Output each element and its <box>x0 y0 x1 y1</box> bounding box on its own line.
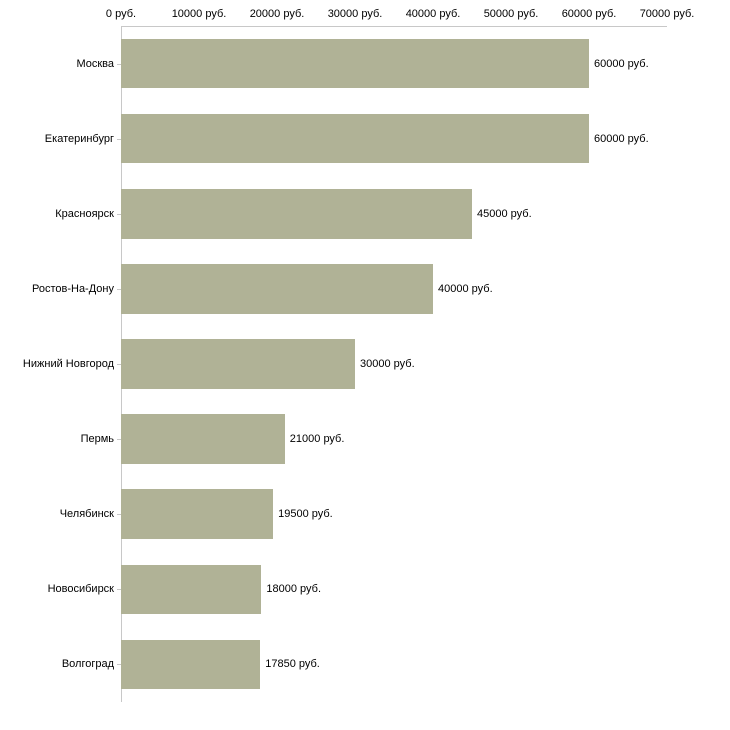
category-tick <box>117 214 121 215</box>
bar-value-label: 60000 руб. <box>594 132 649 145</box>
chart-row <box>55 189 667 239</box>
plot-area <box>22 26 667 702</box>
x-axis-tick-label: 30000 руб. <box>327 8 383 20</box>
bar[interactable] <box>121 414 285 464</box>
x-axis-tick-label: 0 руб. <box>105 8 137 20</box>
bar[interactable] <box>121 339 355 389</box>
chart-row <box>76 39 667 89</box>
category-label: Челябинск <box>59 508 114 521</box>
bar-value-label: 19500 руб. <box>278 508 333 521</box>
bar-value-label: 21000 руб. <box>289 433 345 446</box>
chart-row <box>61 640 667 690</box>
bar-value-label: 40000 руб. <box>438 282 493 295</box>
chart-row <box>59 489 667 539</box>
category-tick <box>117 364 121 365</box>
x-axis-tick-label: 60000 руб. <box>561 8 617 20</box>
chart-row <box>22 339 667 389</box>
category-tick <box>117 289 121 290</box>
bar[interactable] <box>121 640 260 690</box>
category-label: Москва <box>76 57 114 70</box>
chart-row <box>44 114 667 164</box>
bar[interactable] <box>121 489 273 539</box>
x-axis-tick-label: 40000 руб. <box>405 8 461 20</box>
category-label: Красноярск <box>55 207 114 220</box>
x-axis-tick-label: 10000 руб. <box>171 8 227 20</box>
bar[interactable] <box>121 565 261 615</box>
x-axis-tick-label: 50000 руб. <box>483 8 539 20</box>
bar[interactable] <box>121 189 472 239</box>
chart-row <box>80 414 667 464</box>
bar[interactable] <box>121 114 589 164</box>
bar-value-label: 30000 руб. <box>360 357 415 370</box>
chart-row <box>31 264 667 314</box>
bar[interactable] <box>121 39 589 89</box>
category-label: Пермь <box>80 433 114 446</box>
x-axis-tick-label: 20000 руб. <box>249 8 305 20</box>
category-label: Ростов-На-Дону <box>31 282 114 295</box>
category-label: Екатеринбург <box>44 132 114 145</box>
category-tick <box>117 139 121 140</box>
bar-value-label: 45000 руб. <box>477 207 532 220</box>
chart-row <box>47 565 667 615</box>
category-label: Новосибирск <box>47 583 114 596</box>
category-tick <box>117 514 121 515</box>
bar-value-label: 17850 руб. <box>265 658 320 671</box>
bar-value-label: 18000 руб. <box>266 583 322 596</box>
x-axis-tick-label: 70000 руб. <box>639 8 695 20</box>
category-tick <box>117 439 121 440</box>
bar[interactable] <box>121 264 433 314</box>
category-tick <box>117 589 121 590</box>
category-label: Нижний Новгород <box>22 357 114 370</box>
category-tick <box>117 664 121 665</box>
category-tick <box>117 64 121 65</box>
category-label: Волгоград <box>61 658 114 671</box>
bar-value-label: 60000 руб. <box>594 57 649 70</box>
